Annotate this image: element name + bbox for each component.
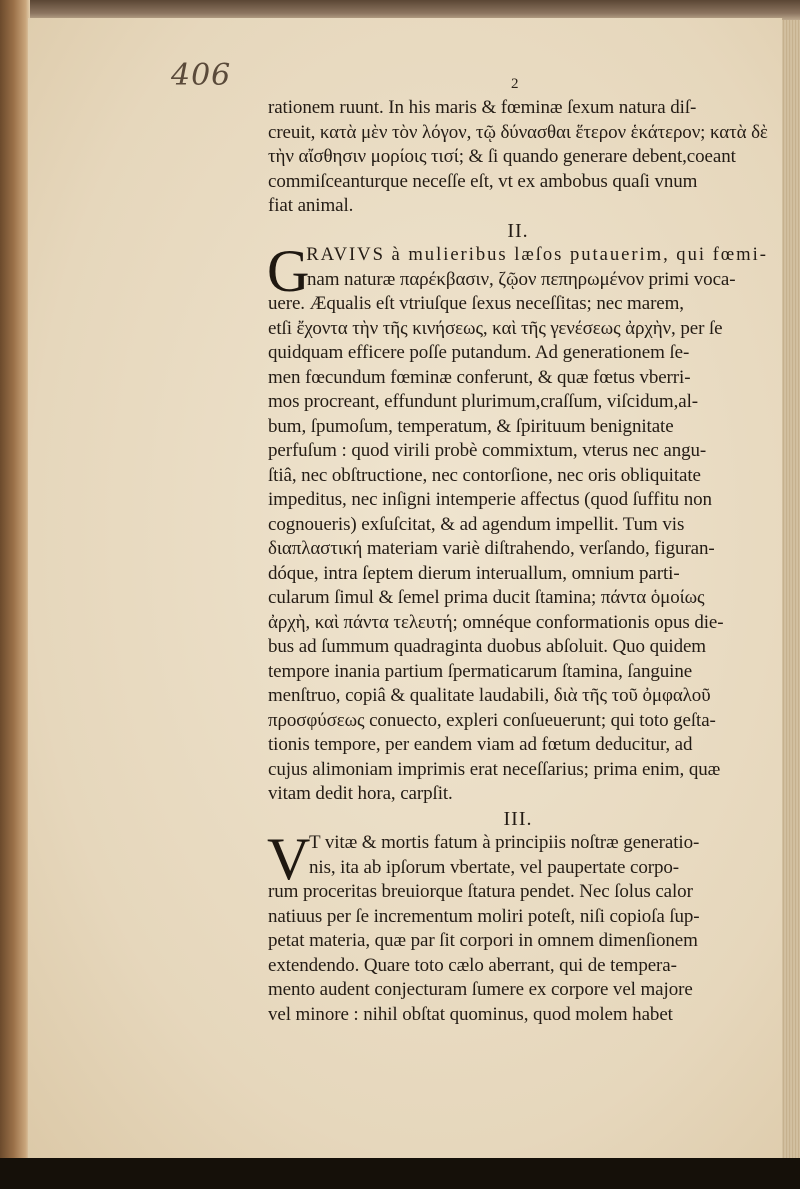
text-line: menſtruo, copiâ & qualitate laudabili, διὰ τῆς τοῦ ὀμφαλοῦ	[268, 685, 711, 706]
text-line: men fœcundum fœminæ conferunt, & quæ fœtus vberri-	[268, 366, 691, 388]
text-line: tionis tempore, per eandem viam ad fœtum deducitur, ad	[268, 734, 693, 755]
text-line: RAVIVS à mulieribus læſos putauerim, qui fœmi-	[306, 244, 768, 265]
text-line: etſi ἔχοντα τὴν τῆς κινήσεως, καὶ τῆς γενέσεως ἀρχὴν, per ſe	[268, 317, 723, 339]
page-text	[268, 96, 768, 1027]
text-line: rationem ruunt. In his maris & fœminæ ſexum natura diſ-	[268, 97, 697, 118]
text-line: T vitæ & mortis fatum à principiis noſtræ generatio-	[309, 832, 700, 853]
text-line: vitam dedit hora, carpſit.	[268, 783, 453, 804]
section-heading-ii: II.	[507, 219, 529, 242]
text-line: uere. Æqualis eſt vtriuſque ſexus neceſſitas; nec marem,	[268, 293, 684, 314]
text-line: extendendo. Quare toto cælo aberrant, qui de tempera-	[268, 954, 677, 976]
page-stack-edge	[782, 20, 800, 1158]
text-line: nis, ita ab ipſorum vbertate, vel paupertate corpo-	[309, 856, 680, 878]
text-line: nam naturæ παρέκβασιν, ζῷον πεπηρωμένον primi voca-	[307, 268, 736, 290]
book-binding	[0, 0, 30, 1160]
text-line: rum proceritas breuiorque ſtatura pendet. Nec ſolus calor	[268, 881, 693, 902]
text-line: fiat animal.	[268, 195, 354, 216]
text-line: bum, ſpumoſum, temperatum, & ſpirituum benignitate	[268, 415, 674, 437]
text-line: natiuus per ſe incrementum moliri poteſt, niſi copioſa ſup-	[268, 905, 700, 927]
text-line: bus ad ſummum quadraginta duobus abſoluit. Quo quidem	[268, 636, 706, 657]
text-line: προσφύσεως conuecto, expleri conſueuerunt; qui toto geſta-	[268, 709, 716, 731]
text-line: creuit, κατὰ μὲν τὸν λόγον, τῷ δύνασθαι ἕτερον ἑκάτερον; κατὰ δὲ	[268, 121, 768, 143]
text-line: mos procreant, effundunt plurimum,craſſum, viſcidum,al-	[268, 391, 698, 412]
section-iii-second-line	[268, 856, 768, 881]
text-line: τὴν αἴσθησιν μορίοις τισί; & ſi quando generare debent,coeant	[268, 146, 736, 167]
text-line: cujus alimoniam imprimis erat neceſſarius; prima enim, quæ	[268, 758, 721, 780]
text-line: cognoueris) exſuſcitat, & ad agendum impellit. Tum vis	[268, 513, 685, 535]
section-ii-second-line	[268, 268, 768, 293]
text-line: tempore inania partium ſpermaticarum ſtamina, ſanguine	[268, 660, 693, 682]
text-line: διαπλαστική materiam variè diſtrahendo, verſando, figuran-	[268, 538, 715, 559]
page-number: 2	[511, 76, 519, 92]
text-line: ſtiâ, nec obſtructione, nec contorſione, nec oris obliquitate	[268, 464, 701, 486]
text-line: vel minore : nihil obſtat quominus, quod molem habet	[268, 1003, 673, 1025]
bottom-shadow	[0, 1158, 800, 1189]
section-heading-iii: III.	[503, 807, 533, 830]
text-line: ἀρχὴ, καὶ πάντα τελευτή; omnéque conformationis opus die-	[268, 611, 724, 633]
text-line: cularum ſimul & ſemel prima ducit ſtamina; πάντα ὁμοίως	[268, 587, 705, 608]
text-line: petat materia, quæ par ſit corpori in omnem dimenſionem	[268, 930, 698, 951]
text-line: perfuſum : quod virili probè commixtum, vterus nec angu-	[268, 440, 707, 461]
text-line: dóque, intra ſeptem dierum interuallum, omnium parti-	[268, 562, 680, 584]
text-line: mento audent conjecturam ſumere ex corpore vel majore	[268, 979, 693, 1000]
handwritten-folio-number: 406	[171, 58, 232, 93]
text-line: quidquam efficere poſſe putandum. Ad generationem ſe-	[268, 342, 690, 363]
drop-cap-g: G	[267, 238, 310, 304]
drop-cap-v: V	[267, 826, 311, 892]
text-line: impeditus, nec inſigni intemperie affectus (quod ſuffitu non	[268, 489, 712, 510]
text-line: commiſceanturque neceſſe eſt, vt ex ambobus quaſi vnum	[268, 170, 698, 192]
